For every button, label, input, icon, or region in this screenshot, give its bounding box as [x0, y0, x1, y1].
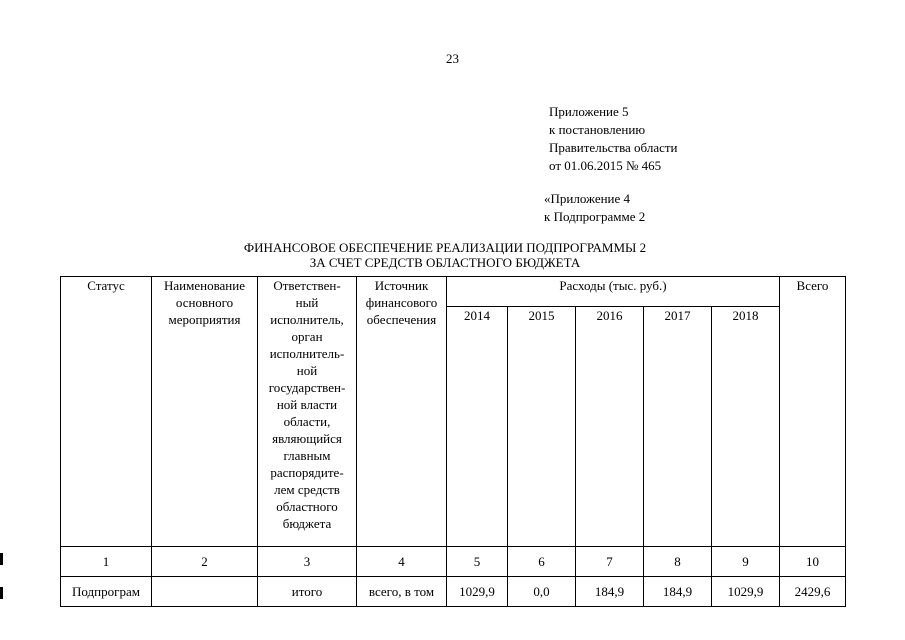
cell-value-2018: 1029,9 — [712, 577, 780, 607]
cell-measure — [152, 577, 258, 607]
header-total: Всего — [780, 277, 846, 547]
cell-value-2014: 1029,9 — [447, 577, 508, 607]
cell-value-2015: 0,0 — [508, 577, 576, 607]
header-expenses: Расходы (тыс. руб.) — [447, 277, 780, 307]
column-number: 10 — [780, 547, 846, 577]
cell-value-2017: 184,9 — [644, 577, 712, 607]
cell-executor: итого — [258, 577, 357, 607]
header-source: Источник финансового обеспечения — [357, 277, 447, 547]
appendix-line: к постановлению — [549, 122, 646, 137]
header-year: 2017 — [644, 307, 712, 547]
finance-table — [60, 276, 846, 607]
cell-status: Подпрограм — [61, 577, 152, 607]
margin-mark — [0, 587, 3, 599]
column-number: 6 — [508, 547, 576, 577]
appendix-block-2 — [544, 190, 645, 226]
cell-value-2016: 184,9 — [576, 577, 644, 607]
column-number: 4 — [357, 547, 447, 577]
header-status: Статус — [61, 277, 152, 547]
column-number-row — [61, 547, 846, 577]
column-number: 1 — [61, 547, 152, 577]
cell-value-total: 2429,6 — [780, 577, 846, 607]
appendix-block — [549, 103, 678, 175]
appendix-line: «Приложение 4 — [544, 191, 631, 206]
margin-mark — [0, 553, 3, 565]
appendix-line: Правительства области — [549, 140, 678, 155]
column-number: 7 — [576, 547, 644, 577]
header-executor: Ответствен- ный исполнитель, орган исполнитель- ной государствен- ной власти области, являющийся главным распорядите- лем средств областного бюджета — [258, 277, 357, 547]
appendix-line: Приложение 5 — [549, 104, 629, 119]
cell-source: всего, в том — [357, 577, 447, 607]
appendix-line: от 01.06.2015 № 465 — [549, 158, 662, 173]
column-number: 2 — [152, 547, 258, 577]
column-number: 5 — [447, 547, 508, 577]
header-year: 2016 — [576, 307, 644, 547]
column-number: 8 — [644, 547, 712, 577]
document-title — [0, 240, 890, 270]
header-year: 2015 — [508, 307, 576, 547]
table-row — [61, 577, 846, 607]
header-year: 2014 — [447, 307, 508, 547]
column-number: 3 — [258, 547, 357, 577]
header-measure: Наименование основного мероприятия — [152, 277, 258, 547]
page-number: 23 — [446, 51, 459, 66]
title-line: ЗА СЧЕТ СРЕДСТВ ОБЛАСТНОГО БЮДЖЕТА — [309, 255, 581, 270]
appendix-line: к Подпрограмме 2 — [544, 209, 646, 224]
header-year: 2018 — [712, 307, 780, 547]
column-number: 9 — [712, 547, 780, 577]
title-line: ФИНАНСОВОЕ ОБЕСПЕЧЕНИЕ РЕАЛИЗАЦИИ ПОДПРОГРАММЫ 2 — [243, 240, 647, 255]
